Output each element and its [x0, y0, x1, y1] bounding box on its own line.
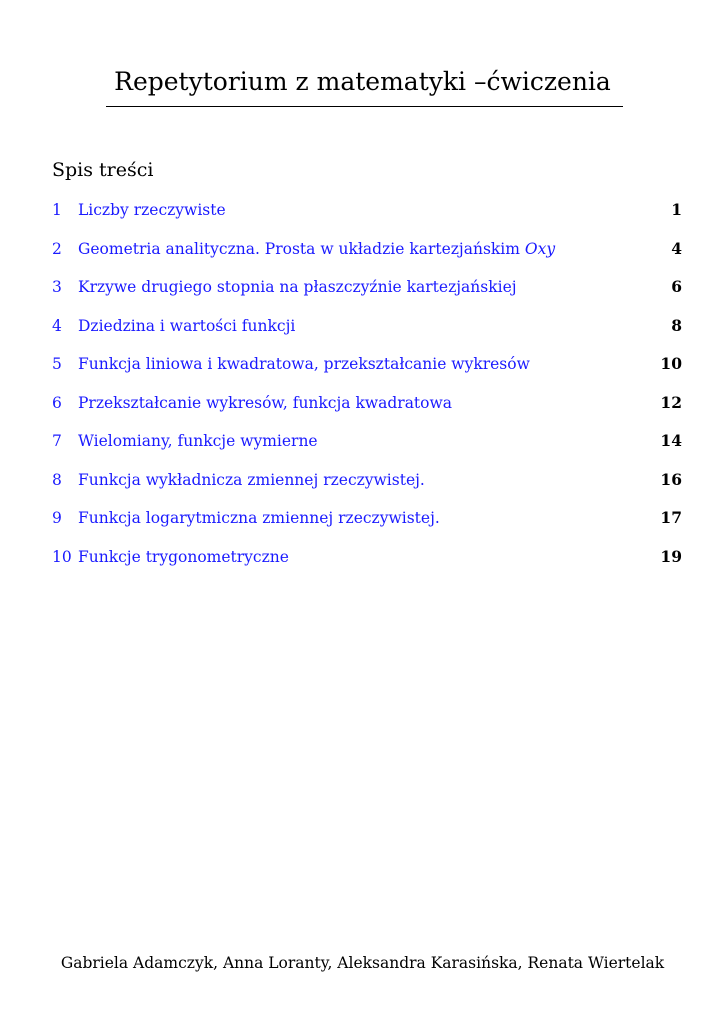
toc-entry-link[interactable]: Liczby rzeczywiste — [78, 201, 226, 219]
table-of-contents — [52, 197, 682, 582]
toc-entry-link[interactable]: Wielomiany, funkcje wymierne — [78, 432, 318, 450]
toc-entry-1 — [52, 197, 682, 236]
title-rule — [106, 106, 623, 107]
toc-entry-page: 14 — [660, 431, 682, 450]
toc-entry-page: 16 — [660, 469, 682, 489]
toc-entry-number[interactable]: 2 — [52, 239, 62, 258]
toc-entry-5 — [52, 351, 682, 390]
toc-entry-number[interactable]: 4 — [52, 316, 62, 335]
toc-entry-7 — [52, 428, 682, 467]
toc-entry-link[interactable]: Przekształcanie wykresów, funkcja kwadratowa — [78, 393, 453, 412]
authors-footer: Gabriela Adamczyk, Anna Loranty, Aleksandra Karasińska, Renata Wiertelak — [60, 954, 665, 972]
toc-entry-page: 12 — [660, 392, 682, 412]
toc-entry-page: 4 — [671, 238, 682, 258]
toc-entry-link[interactable]: Dziedzina i wartości funkcji — [78, 316, 296, 335]
toc-entry-page: 19 — [660, 546, 682, 566]
toc-entry-8 — [52, 467, 682, 506]
toc-entry-6 — [52, 390, 682, 429]
toc-entry-number[interactable]: 3 — [52, 278, 62, 296]
toc-entry-link[interactable]: Krzywe drugiego stopnia na płaszczyźnie kartezjańskiej — [78, 278, 517, 296]
toc-entry-10 — [52, 544, 682, 583]
toc-entry-link[interactable]: Funkcja wykładnicza zmiennej rzeczywistej. — [78, 470, 425, 489]
toc-entry-number[interactable]: 5 — [52, 355, 62, 373]
toc-entry-page: 10 — [660, 354, 682, 373]
toc-entry-number[interactable]: 7 — [52, 432, 62, 450]
toc-entry-link[interactable]: Funkcja liniowa i kwadratowa, przekształcanie wykresów — [78, 355, 530, 373]
toc-entry-number[interactable]: 6 — [52, 393, 62, 412]
toc-entry-number[interactable]: 1 — [52, 201, 62, 219]
toc-entry-math: Oxy — [524, 239, 556, 258]
toc-entry-9 — [52, 505, 682, 544]
toc-entry-3 — [52, 274, 682, 313]
document-title: Repetytorium z matematyki –ćwiczenia — [114, 67, 611, 96]
toc-entry-link[interactable]: Funkcja logarytmiczna zmiennej rzeczywistej. — [78, 509, 440, 527]
toc-entry-number[interactable]: 10 — [52, 547, 72, 566]
toc-entry-number[interactable]: 9 — [52, 509, 62, 527]
toc-entry-number[interactable]: 8 — [52, 470, 62, 489]
toc-entry-page: 6 — [671, 277, 682, 296]
toc-entry-link[interactable]: Funkcje trygonometryczne — [78, 547, 289, 566]
toc-entry-page: 1 — [671, 200, 682, 219]
toc-entry-page: 17 — [660, 508, 682, 527]
toc-heading: Spis treści — [52, 159, 154, 181]
toc-entry-page: 8 — [671, 315, 682, 335]
toc-entry-4 — [52, 313, 682, 352]
toc-entry-link[interactable] — [78, 236, 555, 262]
toc-entry-2 — [52, 236, 682, 275]
toc-entry-title: Geometria analityczna. Prosta w układzie kartezjańskim — [78, 239, 525, 258]
